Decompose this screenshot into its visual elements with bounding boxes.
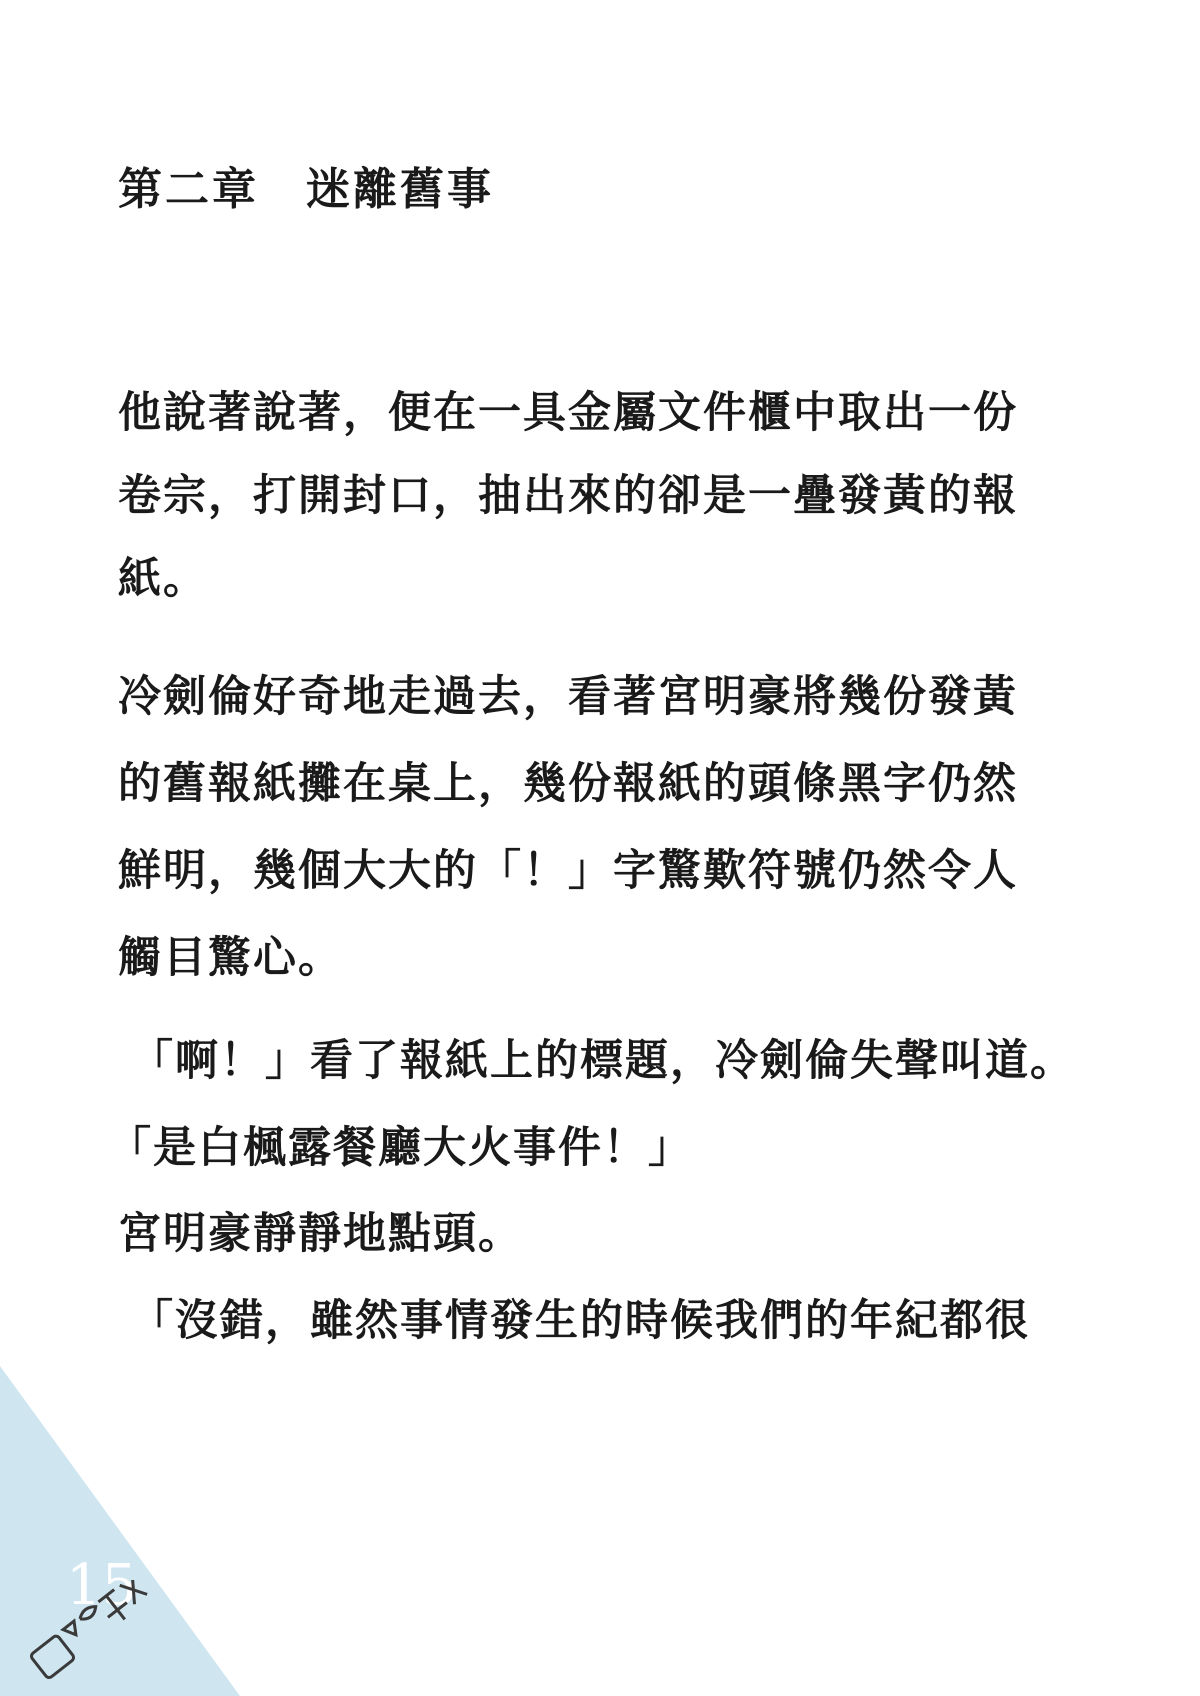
paragraph-line: 「沒錯，雖然事情發生的時候我們的年紀都很 (130, 1296, 1030, 1346)
paragraph-line: 紙。 (118, 554, 208, 604)
paragraph-line: 觸目驚心。 (118, 933, 343, 983)
paragraph-line: 鮮明，幾個大大的「！」字驚歎符號仍然令人 (118, 846, 1018, 896)
page-number: 15 (66, 1553, 138, 1618)
paragraph-line: 冷劍倫好奇地走過去，看著宮明豪將幾份發黃 (118, 672, 1018, 722)
watermark-logo-icon (20, 1580, 170, 1680)
paragraph-line: 他說著說著，便在一具金屬文件櫃中取出一份 (118, 388, 1018, 438)
paragraph-line: 「啊！」看了報紙上的標題，冷劍倫失聲叫道。 (130, 1036, 1075, 1086)
chapter-title: 第二章 迷離舊事 (118, 164, 494, 215)
paragraph-line: 的舊報紙攤在桌上，幾份報紙的頭條黑字仍然 (118, 759, 1018, 809)
paragraph-line: 卷宗，打開封口，抽出來的卻是一疊發黃的報 (118, 471, 1018, 521)
paragraph-line: 宮明豪靜靜地點頭。 (118, 1209, 523, 1259)
paragraph-line: 「是白楓露餐廳大火事件！」 (108, 1123, 693, 1173)
